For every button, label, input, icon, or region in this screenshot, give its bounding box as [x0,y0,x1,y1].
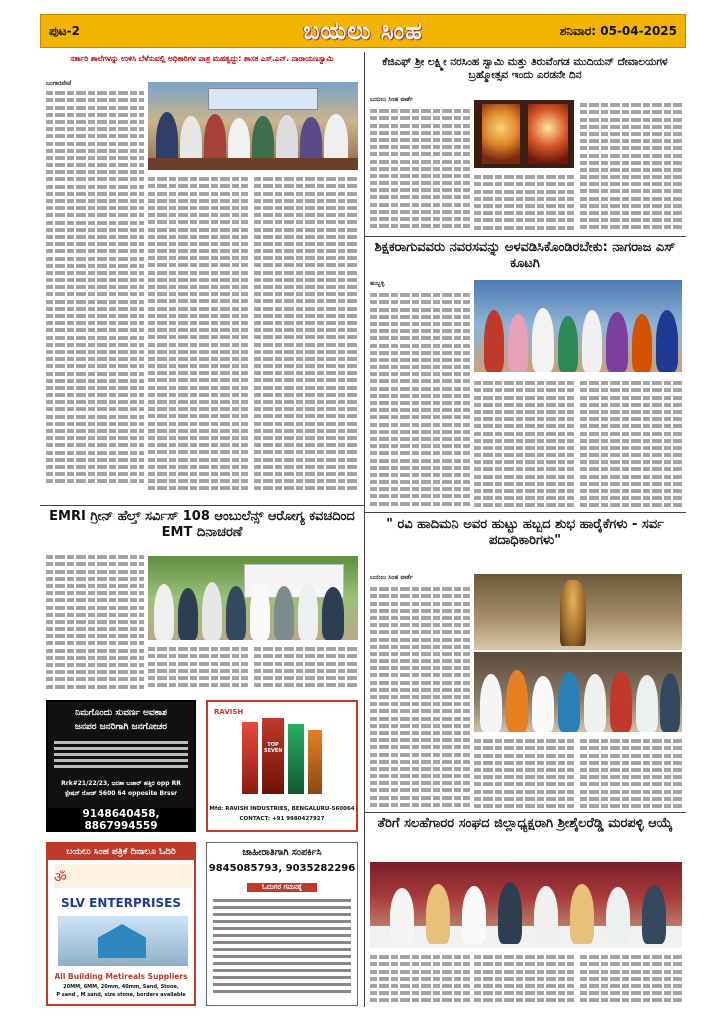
notice-title: ಓದುಗರ ಗಮನಕ್ಕೆ [247,883,317,892]
classified-title: ಜಾಹೀರಾತಿಗಾಗಿ ಸಂಪರ್ಕಿಸಿ [242,847,322,858]
article-text-column [370,584,470,810]
article-text-column [254,644,358,694]
emri-headline: EMRI ಗ್ರೀನ್ ಹೆಲ್ತ್ ಸರ್ವಿಸ್ 108 ಆಂಬುಲೆನ್ಸ್ ಆರೋಗ್ಯ ಕವಚದಿಂದ EMT ದಿನಾಚರಣೆ [49,509,355,541]
newspaper-title: ಬಯಲು ಸಿಂಹ [303,17,423,45]
teachers-photo [474,280,682,372]
issue-date: ಶನಿವಾರ: 05-04-2025 [559,24,677,38]
subscribe-banner: ಬಯಲು ಸಿಂಹ ಪತ್ರಿಕೆ ದಿನಾಲೂ ಓದಿರಿ [48,844,194,860]
birthday-byline: ಬಯಲು ಸಿಂಹ ವಾರ್ತೆ [370,574,413,581]
article-text-column [474,736,574,810]
teachers-byline: ಹುಬ್ಬಳ್ಳಿ [370,280,385,287]
article-text-column [474,172,574,232]
masthead [40,14,686,48]
article-text-column [46,552,144,692]
article-text-column [580,100,682,232]
article-text-column [474,952,574,1006]
temple-headline: ಕೆಜಿಎಫ್ ಶ್ರೀ ಲಕ್ಷ್ಮೀ ನರಸಿಂಹ ಸ್ವಾಮಿ ಮತ್ತು ತಿರುವೆಂಗಡ ಮುದಿಯನ್ ದೇವಾಲಯಗಳ ಬ್ರಹ್ಮೋತ್ಸವ ಇಂದು ಎರಡನೇ ದಿನ [382,56,668,82]
slv-items: 20MM, 6MM, 20mm, 40mm, Sand, Stone, [63,984,179,990]
census-ad-line1: ನಿಮಗೊಂದು ಸುವರ್ಣ ಅವಕಾಶ [75,708,167,718]
teachers-headline: ಶಿಕ್ಷಕರಾಗುವವರು ನವರಸವನ್ನು ಅಳವಡಿಸಿಕೊಂಡಿರಬೇಕು: ನಾಗರಾಜ ಎಸ್ ಕೂಟಗಿ [374,240,676,272]
birthday-group-photo [474,652,682,732]
section-divider [364,812,686,813]
column-divider [364,52,365,1007]
section-divider [364,512,686,513]
slv-ad [46,842,196,1006]
article-text-column [580,952,682,1006]
census-ad-address: Rrk#21/22/23, ಜನತಾ ಬಜಾರ್ ಹತ್ತಿರ opp RR [61,780,181,787]
ravish-brand: RAVISH [214,708,244,716]
emri-photo [148,556,358,640]
govt-school-headline: ಸರ್ಕಾರಿ ಶಾಲೆಗಳನ್ನು ಉಳಿಸಿ ಬೆಳೆಸುವಲ್ಲಿ ಅಧಿಕಾರಿಗಳ ಪಾತ್ರ ಮಹತ್ವದ್ದು: ಶಾಸಕ ಎಸ್.ಎನ್. ನಾರಾಯಣಸ್ವಾಮಿ [70,54,334,63]
article-text-column [580,378,682,508]
temple-byline: ಬಯಲು ಸಿಂಹ ವಾರ್ತೆ [370,96,413,103]
slv-items2: P sand , M sand, size stone, borders available [56,992,186,998]
ravish-contact: CONTACT: +91 9980427927 [239,816,325,822]
article-text-column [370,290,470,508]
ravish-ad [206,700,358,832]
ravish-mfd: Mfd: RAVISH INDUSTRIES, BENGALURU-560064 [209,806,355,812]
article-text-column [580,736,682,810]
page-number: ಪುಟ-2 [49,24,80,38]
taxpayers-photo [370,862,682,948]
census-ad-address2: ಸ್ಟೇಷನ್ ರೋಡ್ 5600 64 opposite Brssr [64,790,178,797]
census-ad-phone: 9148640458, 8867994559 [48,808,194,832]
event-photo [148,82,358,170]
article-text-column [370,106,470,232]
birthday-headline: " ರವಿ ಹಾದಿಮನಿ ಅವರ ಹುಟ್ಟು ಹಬ್ಬದ ಶುಭ ಹಾರೈಕೆಗಳು - ಸರ್ವ ಪದಾಧಿಕಾರಿಗಳು" [386,517,664,549]
census-ad [46,700,196,832]
classified-ad [206,842,358,1006]
temple-photo [474,100,574,168]
article-text-column [46,88,144,500]
om-icon: ॐ [54,870,67,886]
article-text-column [474,378,574,508]
statue-photo [474,574,682,650]
taxpayers-headline: ತೆರಿಗೆ ಸಲಹೆಗಾರರ ಸಂಘದ ಜಿಲ್ಲಾಧ್ಯಕ್ಷರಾಗಿ ಶ್ರೀಶೈಲರೆಡ್ಡಿ ಮರಪಳ್ಳಿ ಆಯ್ಕೆ [377,816,673,831]
govt-school-byline: ಬಂಗಾರಪೇಟೆ [46,80,72,87]
section-divider [40,505,364,506]
census-ad-line2: ಜನಪರ ಜನರಿಗಾಗಿ ಜನಗೋಚರ [74,722,168,732]
article-text-column [148,644,248,694]
article-text-column [254,174,358,500]
ravish-product: TOP SEVEN [264,742,283,754]
article-text-column [148,174,248,500]
article-text-column [370,952,470,1006]
slv-tagline: All Building Metireals Suppliers [54,972,188,981]
classified-phone: 9845085793, 9035282296 [208,863,356,874]
section-divider [364,236,686,237]
slv-name: SLV ENTERPRISES [61,896,181,910]
